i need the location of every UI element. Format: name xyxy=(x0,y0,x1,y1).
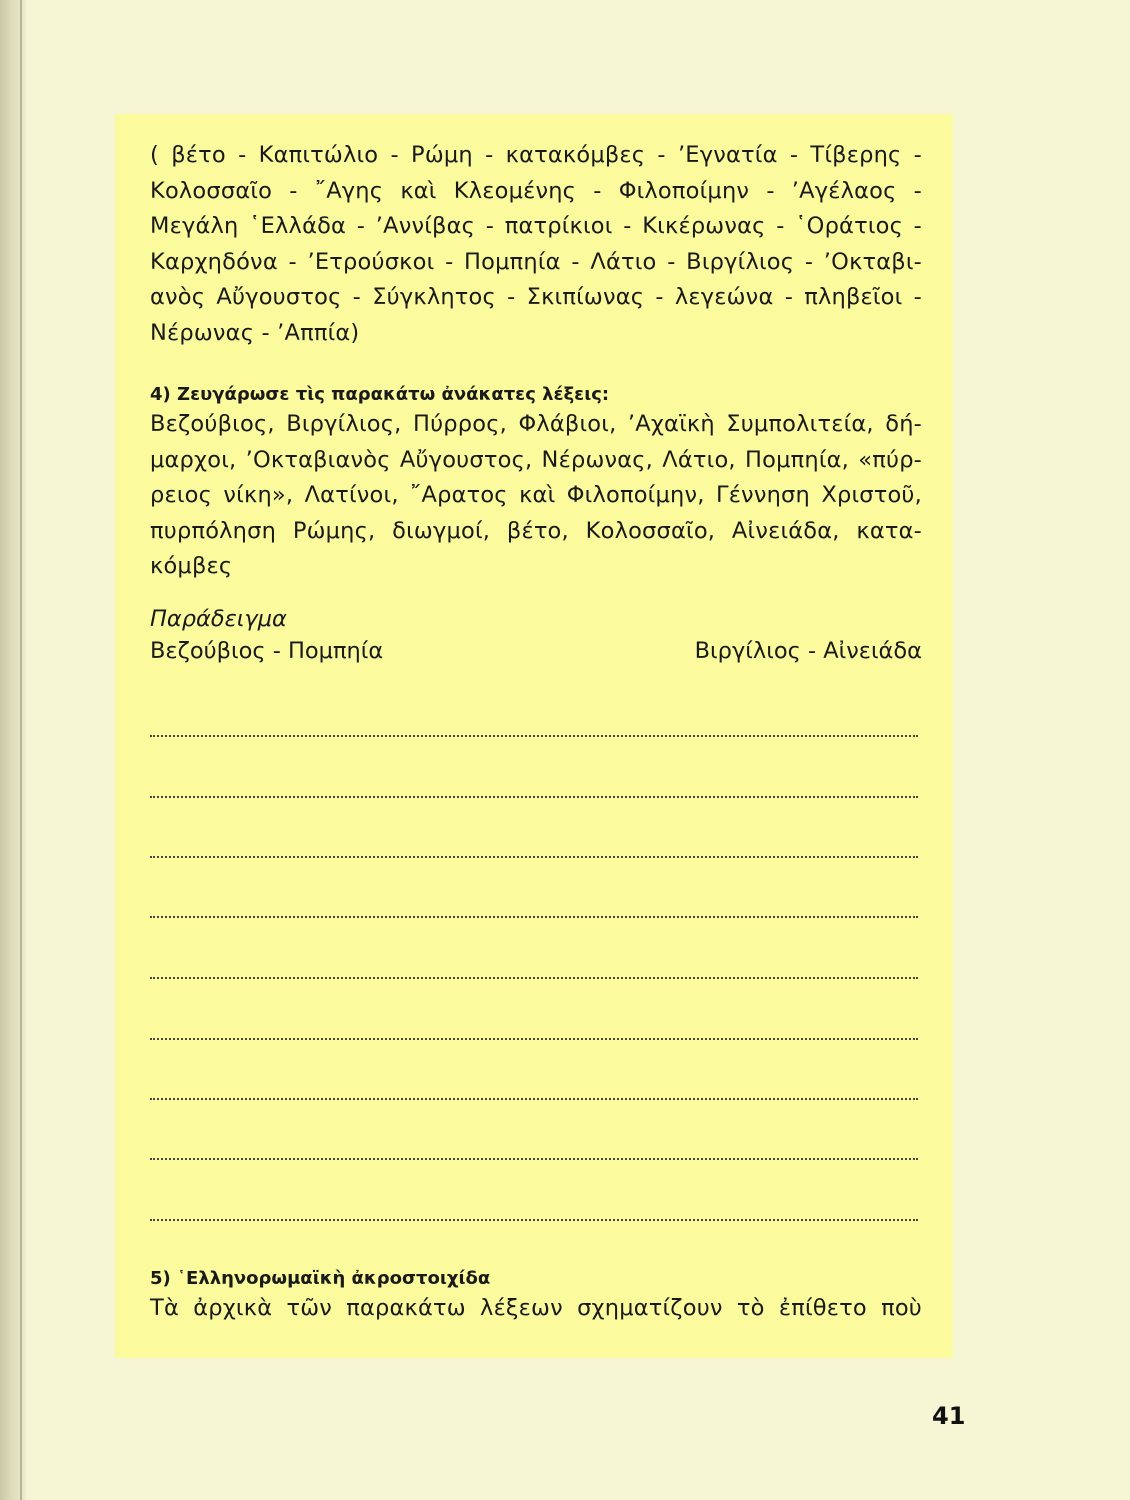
page-number: 41 xyxy=(932,1402,966,1430)
exercise-5-section xyxy=(150,1267,922,1325)
exercise-4-line: ρειος νίκη», Λατίνοι, ῎Αρατος καὶ Φιλοποίμην, Γέννηση Χριστοῦ, xyxy=(150,482,922,508)
word-list-line: Καρχηδόνα - ’Ετρούσκοι - Πομπηία - Λάτιο - Βιργίλιος - ’Οκταβι- xyxy=(150,248,922,275)
answer-line-7[interactable] xyxy=(150,1098,918,1100)
word-list-line: Μεγάλη ῾Ελλάδα - ’Αννίβας - πατρίκιοι - Κικέρωνας - ῾Οράτιος - xyxy=(150,213,922,239)
exercise-content xyxy=(150,138,922,667)
book-spine-shadow xyxy=(0,0,26,1500)
exercise-4-line: Βεζούβιος, Βιργίλιος, Πύρρος, Φλάβιοι, ’Αχαϊκὴ Συμπολιτεία, δή- xyxy=(150,411,922,437)
example-title: Παράδειγμα xyxy=(150,605,287,632)
exercise-4-line: κόμβες xyxy=(150,553,233,579)
answer-line-6[interactable] xyxy=(150,1038,918,1040)
exercise-4-word-list xyxy=(150,407,922,585)
exercise-4-heading: 4) Ζευγάρωσε τὶς παρακάτω ἀνάκατες λέξεις: xyxy=(150,384,610,405)
answer-line-9[interactable] xyxy=(150,1219,918,1221)
answer-line-5[interactable] xyxy=(150,977,918,979)
word-list-line: ανὸς Αὔγουστος - Σύγκλητος - Σκιπίωνας - λεγεώνα - πληβεῖοι - xyxy=(150,284,922,310)
answer-line-4[interactable] xyxy=(150,916,918,918)
word-list-paragraph xyxy=(150,138,922,351)
exercise-5-heading: 5) ῾Ελληνορωμαϊκὴ ἀκροστοιχίδα xyxy=(150,1268,491,1289)
exercise-5-text xyxy=(150,1291,922,1325)
word-list-line: Κολοσσαῖο - ῎Αγης καὶ Κλεομένης - Φιλοποίμην - ’Αγέλαος - xyxy=(150,177,922,204)
answer-line-2[interactable] xyxy=(150,796,918,798)
exercise-4-line: μαρχοι, ’Οκταβιανὸς Αὔγουστος, Νέρωνας, Λάτιο, Πομπηία, «πύρ- xyxy=(150,446,922,473)
exercise-4-line: πυρπόληση Ρώμης, διωγμοί, βέτο, Κολοσσαῖο, Αἰνειάδα, κατα- xyxy=(150,517,922,544)
example-pair-left: Βεζούβιος - Πομπηία xyxy=(150,637,384,664)
book-spine-line xyxy=(20,0,22,1500)
exercise-5-line: Τὰ ἀρχικὰ τῶν παρακάτω λέξεων σχηματίζουν τὸ ἐπίθετο ποὺ xyxy=(150,1295,922,1321)
word-list-line: Νέρωνας - ’Αππία) xyxy=(150,319,360,346)
example-pair-right: Βιργίλιος - Αἰνειάδα xyxy=(694,637,922,664)
answer-line-3[interactable] xyxy=(150,856,918,858)
answer-line-1[interactable] xyxy=(150,735,918,737)
answer-line-8[interactable] xyxy=(150,1158,918,1160)
word-list-line: ( βέτο - Καπιτώλιο - Ρώμη - κατακόμβες - ’Εγνατία - Τίβερης - xyxy=(150,142,922,168)
example-pairs-row xyxy=(150,635,922,667)
